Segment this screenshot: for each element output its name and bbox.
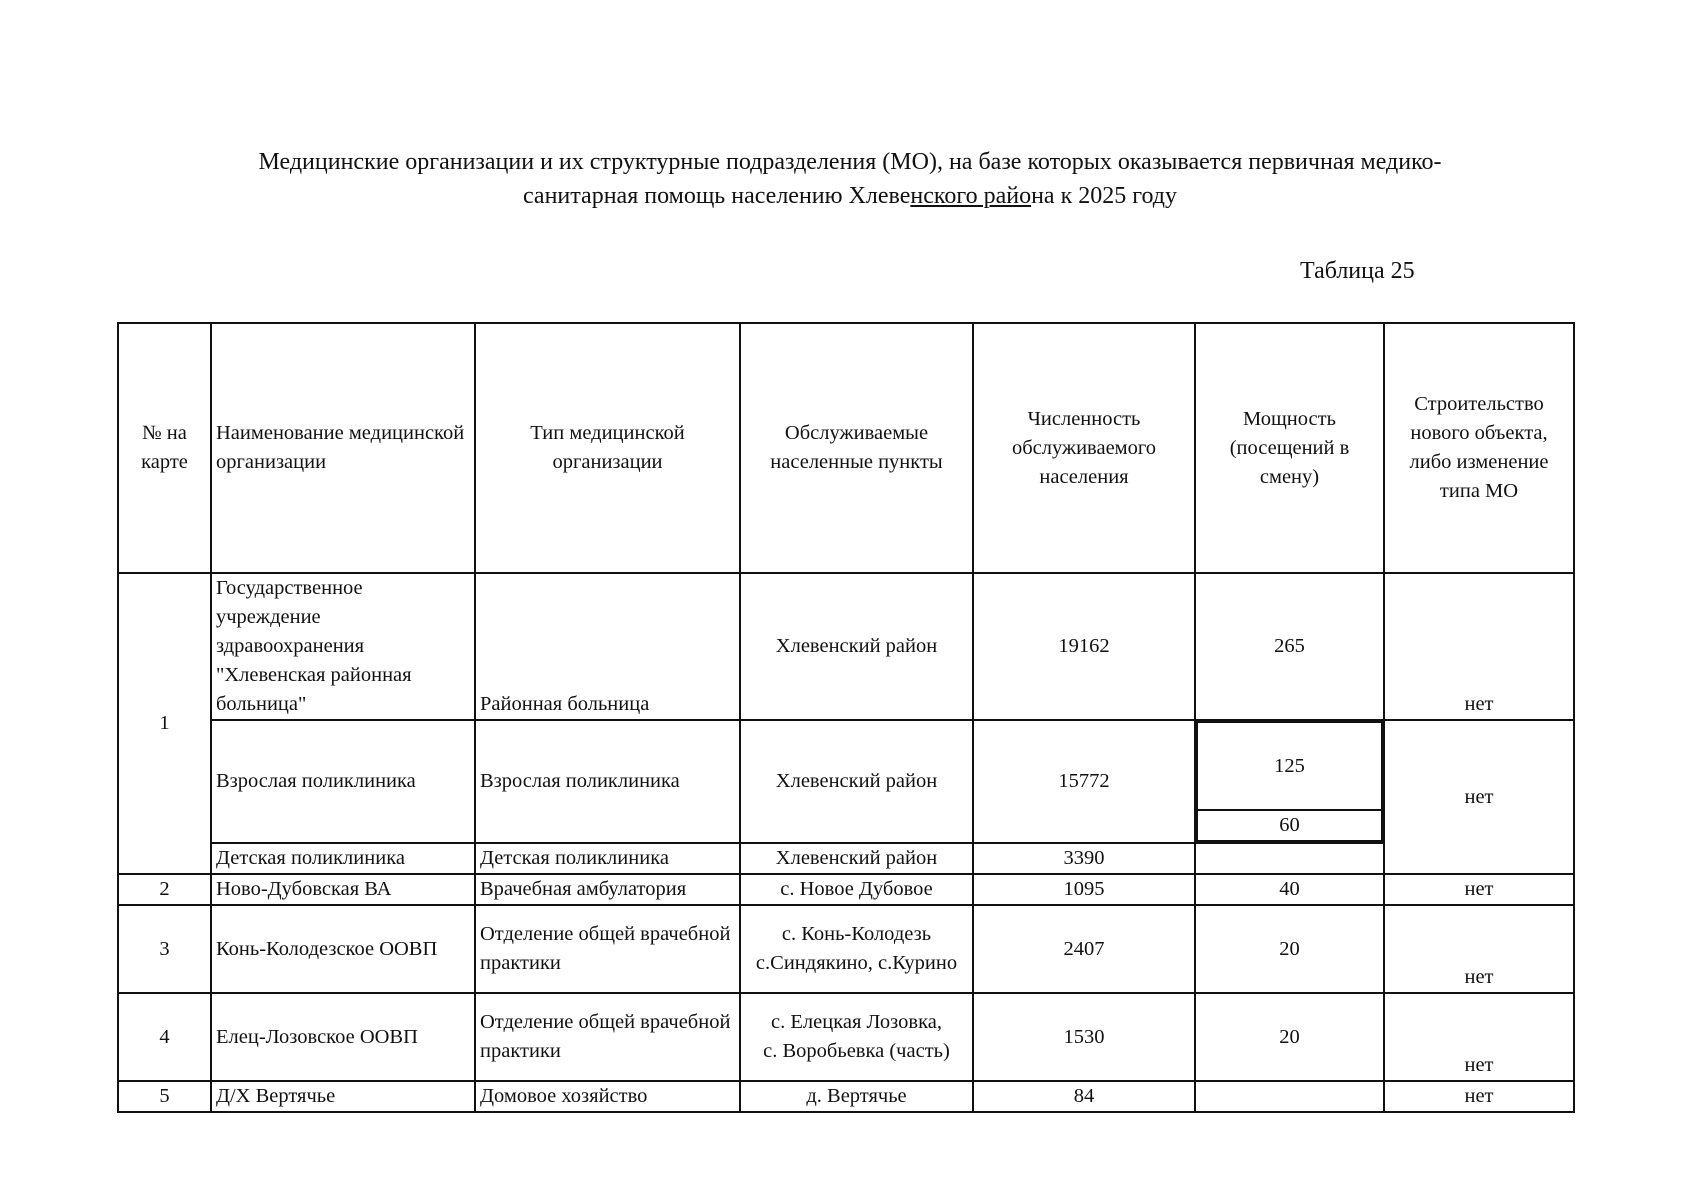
- table-row: [118, 573, 1574, 720]
- header-population: Численность обслуживаемого населения: [973, 323, 1195, 573]
- cell-name: Д/Х Вертячье: [211, 1081, 475, 1112]
- table-row: [118, 1081, 1574, 1112]
- title-line-2: [150, 179, 1550, 213]
- cell-settlements: Хлевенский район: [740, 573, 973, 720]
- cell-num: 2: [118, 874, 211, 905]
- cell-population: 15772: [973, 720, 1195, 843]
- settlements-line-2: с. Воробьевка (часть): [763, 1040, 950, 1062]
- settlements-line-2: с.Синдякино, с.Курино: [755, 952, 958, 974]
- cell-capacity: 20: [1195, 905, 1384, 993]
- cell-name: Конь-Колодезское ООВП: [211, 905, 475, 993]
- cell-num: 1: [118, 573, 211, 874]
- title-line-2-end: на к 2025 году: [1031, 183, 1177, 209]
- organizations-table: [117, 322, 1575, 1113]
- document-title: [150, 145, 1550, 213]
- cell-name: Детская поликлиника: [211, 843, 475, 874]
- cell-settlements: Хлевенский район: [740, 843, 973, 874]
- cell-population: 1095: [973, 874, 1195, 905]
- cell-settlements: Хлевенский район: [740, 720, 973, 843]
- table-row: [118, 905, 1574, 993]
- table-row: [118, 843, 1574, 874]
- capacity-split: [1196, 721, 1383, 842]
- cell-construction: нет: [1384, 993, 1574, 1081]
- cell-num: 3: [118, 905, 211, 993]
- cell-settlements: [740, 993, 973, 1081]
- cell-type: Врачебная амбулатория: [475, 874, 740, 905]
- cell-num: 4: [118, 993, 211, 1081]
- cell-construction: нет: [1384, 1081, 1574, 1112]
- cell-population: 1530: [973, 993, 1195, 1081]
- cell-type: Домовое хозяйство: [475, 1081, 740, 1112]
- cell-capacity: [1195, 1081, 1384, 1112]
- cell-settlements: д. Вертячье: [740, 1081, 973, 1112]
- cell-capacity: 40: [1195, 874, 1384, 905]
- cell-type: Взрослая поликлиника: [475, 720, 740, 843]
- header-row: [118, 323, 1574, 573]
- table-row: [118, 874, 1574, 905]
- cell-capacity-adult: 125: [1197, 722, 1382, 810]
- cell-population: 19162: [973, 573, 1195, 720]
- header-capacity: Мощность (посещений в смену): [1195, 323, 1384, 573]
- cell-type: Отделение общей врачебной практики: [475, 905, 740, 993]
- cell-capacity: 20: [1195, 993, 1384, 1081]
- header-type: Тип медицинской организации: [475, 323, 740, 573]
- cell-construction: нет: [1384, 573, 1574, 720]
- cell-name: Государственное учреждение здравоохранения "Хлевенская районная больница": [211, 573, 475, 720]
- cell-capacity-split: [1195, 720, 1384, 843]
- table-row: [118, 720, 1574, 843]
- cell-type: Районная больница: [475, 573, 740, 720]
- cell-settlements: [740, 905, 973, 993]
- title-line-1: Медицинские организации и их структурные подразделения (МО), на базе которых оказывается первичная медико-: [258, 149, 1442, 175]
- title-line-2-start: санитарная помощь населению Хлеве: [522, 183, 911, 209]
- table-row: [118, 993, 1574, 1081]
- cell-name: Елец-Лозовское ООВП: [211, 993, 475, 1081]
- cell-construction: нет: [1384, 720, 1574, 874]
- cell-capacity-children: 60: [1197, 810, 1382, 841]
- header-settlements: Обслуживаемые населенные пункты: [740, 323, 973, 573]
- cell-type: Отделение общей врачебной практики: [475, 993, 740, 1081]
- cell-settlements: с. Новое Дубовое: [740, 874, 973, 905]
- header-construction: Строительство нового объекта, либо изменение типа МО: [1384, 323, 1574, 573]
- title-line-2-underlined: нского райо: [910, 183, 1032, 209]
- cell-population: 3390: [973, 843, 1195, 874]
- cell-name: Взрослая поликлиника: [211, 720, 475, 843]
- cell-capacity-empty: [1195, 843, 1384, 874]
- settlements-line-1: с. Конь-Колодезь: [781, 923, 932, 945]
- cell-construction: нет: [1384, 905, 1574, 993]
- cell-population: 84: [973, 1081, 1195, 1112]
- table-number: Таблица 25: [1300, 258, 1415, 284]
- cell-num: 5: [118, 1081, 211, 1112]
- cell-capacity: 265: [1195, 573, 1384, 720]
- header-name: Наименование медицинской организации: [211, 323, 475, 573]
- header-num: № на карте: [118, 323, 211, 573]
- settlements-line-1: с. Елецкая Лозовка,: [771, 1011, 942, 1033]
- cell-name: Ново-Дубовская ВА: [211, 874, 475, 905]
- cell-type: Детская поликлиника: [475, 843, 740, 874]
- cell-construction: нет: [1384, 874, 1574, 905]
- cell-population: 2407: [973, 905, 1195, 993]
